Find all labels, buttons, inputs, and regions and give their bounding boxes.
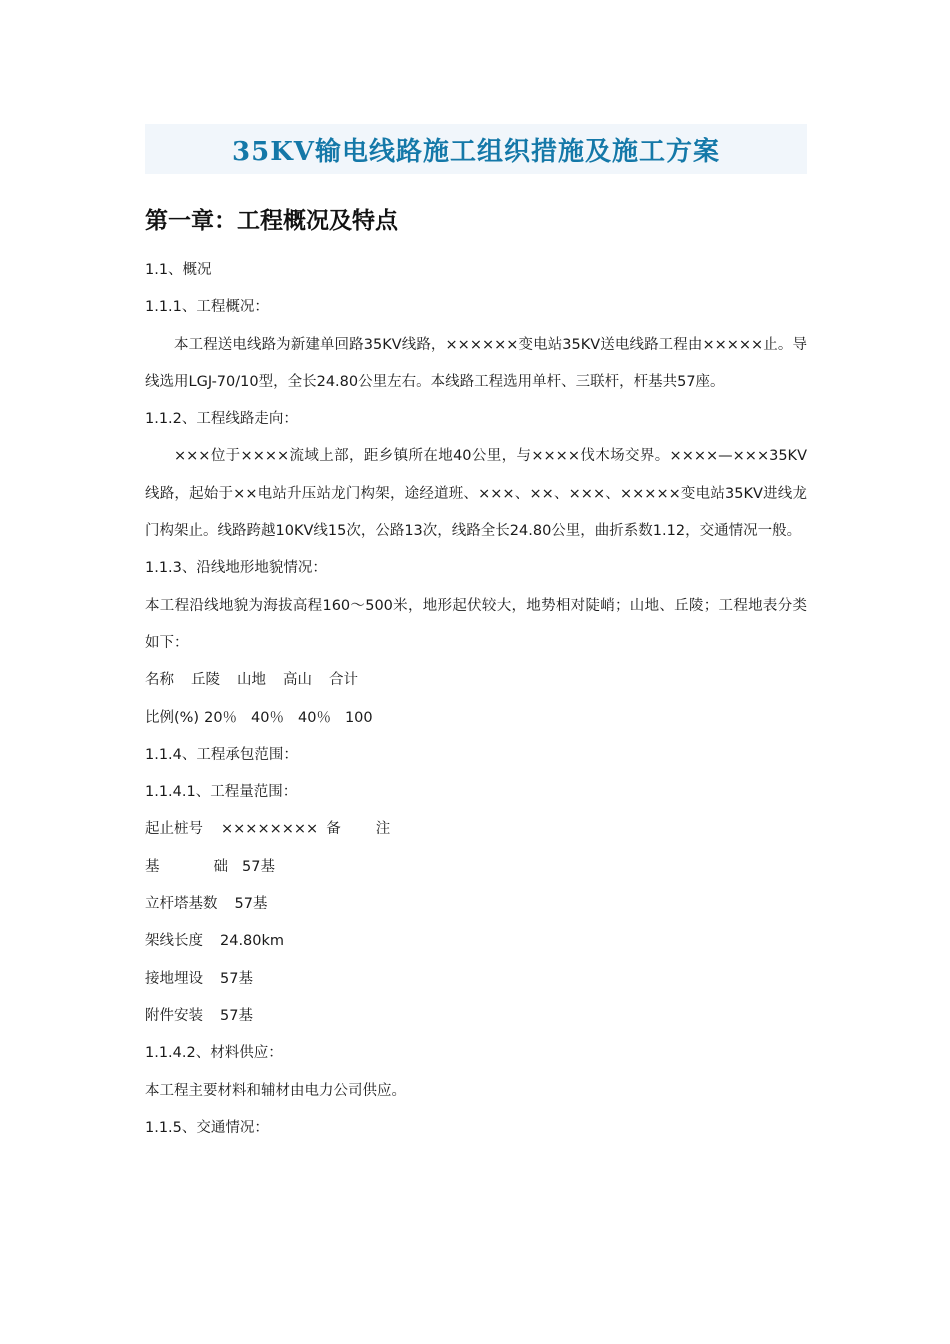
section-1-1-4: 1.1.4、工程承包范围：	[145, 746, 298, 763]
section-1-1-5: 1.1.5、交通情况：	[145, 1119, 269, 1136]
scope-stakes-label: 起止桩号	[145, 821, 203, 838]
scope-fittings-label: 附件安装	[145, 1007, 203, 1024]
terrain-header-row	[145, 662, 807, 699]
document-title: 35KV输电线路施工组织措施及施工方案	[232, 136, 720, 167]
paragraph-materials: 本工程主要材料和辅材由电力公司供应。	[145, 1082, 406, 1099]
section-1-1-2: 1.1.2、工程线路走向：	[145, 411, 298, 428]
scope-stringing-value: 24.80km	[220, 933, 285, 950]
scope-row-foundation	[145, 849, 807, 886]
scope-row-stakes	[145, 811, 807, 848]
title-banner	[145, 124, 807, 174]
scope-note-b: 注	[375, 821, 391, 838]
terrain-ratio-high-mountain: 40％	[298, 709, 331, 726]
scope-row-grounding	[145, 961, 807, 998]
scope-foundation-value: 57基	[242, 858, 275, 875]
section-1-1: 1.1、概况	[145, 262, 212, 278]
paragraph-terrain: 本工程沿线地貌为海拔高程160～500米，地形起伏较大，地势相对陡峭；山地、丘陵；工程地表分类如下：	[145, 597, 807, 651]
terrain-header-name: 名称	[145, 672, 174, 689]
terrain-ratio-label: 比例(%)	[145, 709, 200, 726]
terrain-ratio-row	[145, 700, 807, 737]
scope-row-fittings	[145, 998, 807, 1035]
scope-grounding-value: 57基	[220, 970, 253, 987]
section-1-1-4-1: 1.1.4.1、工程量范围：	[145, 784, 298, 801]
scope-note-a: 备	[326, 821, 341, 838]
chapter-heading: 第一章：工程概况及特点	[145, 207, 398, 234]
scope-grounding-label: 接地埋设	[145, 970, 203, 987]
section-1-1-3: 1.1.3、沿线地形地貌情况：	[145, 560, 327, 577]
terrain-header-high-mountain: 高山	[283, 672, 312, 689]
paragraph-project-overview: 本工程送电线路为新建单回路35KV线路，××××××变电站35KV送电线路工程由×××××止。导线选用LGJ-70/10型，全长24.80公里左右。本线路工程选用单杆、三联杆，杆基共57座。	[145, 336, 807, 390]
scope-fittings-value: 57基	[220, 1007, 253, 1024]
terrain-ratio-hills: 20％	[204, 709, 238, 726]
scope-stakes-value: ××××××××	[221, 821, 319, 838]
section-1-1-1: 1.1.1、工程概况：	[145, 299, 269, 316]
terrain-header-total: 合计	[329, 672, 358, 689]
scope-towers-label: 立杆塔基数	[145, 896, 218, 913]
section-1-1-4-2: 1.1.4.2、材料供应：	[145, 1045, 283, 1062]
scope-row-stringing	[145, 923, 807, 960]
terrain-ratio-total: 100	[344, 709, 373, 726]
document-page	[145, 124, 807, 1147]
terrain-ratio-mountain: 40％	[251, 709, 284, 726]
scope-foundation-label-a: 基	[145, 858, 160, 875]
scope-foundation-label-b: 础	[213, 858, 228, 875]
terrain-header-hills: 丘陵	[191, 672, 220, 689]
paragraph-route: ×××位于××××流域上部，距乡镇所在地40公里，与××××伐木场交界。××××—×××35KV线路，起始于××电站升压站龙门构架，途经道班、×××、××、×××、×××××变电站35KV进线龙门构架止。线路跨越10KV线15次，公路13次，线路全长24.80公里，曲折系数1.12，交通情况一般。	[145, 448, 807, 540]
scope-stringing-label: 架线长度	[145, 933, 203, 950]
terrain-header-mountain: 山地	[237, 672, 266, 689]
scope-row-towers	[145, 886, 807, 923]
scope-towers-value: 57基	[234, 896, 268, 913]
